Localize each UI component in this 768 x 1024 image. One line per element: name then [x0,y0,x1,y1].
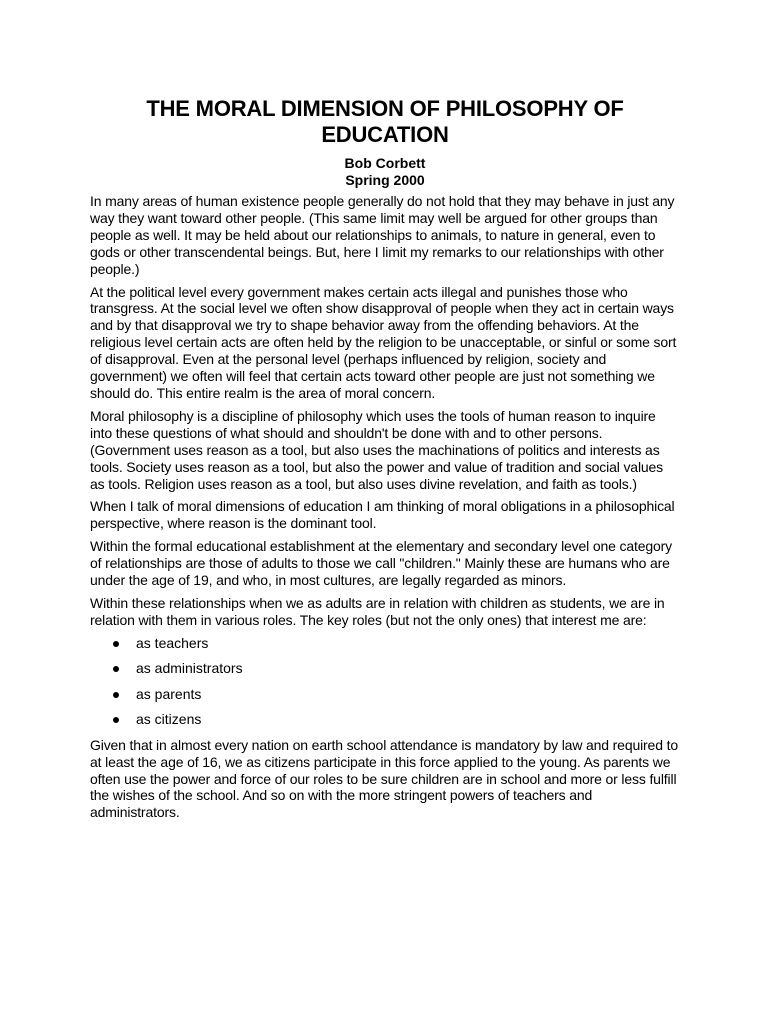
closing-paragraph: Given that in almost every nation on earth school attendance is mandatory by law and required to at least the age of 16, we as citizens participate in this force applied to the young. As parents we often use the power and force of our roles to be sure children are in school and more or less fulfill the wishes of the school. And so on with the more stringent powers of teachers and administrators. [90,736,678,821]
list-item [90,711,680,728]
paragraph: Moral philosophy is a discipline of philosophy which uses the tools of human reason to inquire into these questions of what should and shouldn't be done with and to other persons. (Government uses reason as a tool, but also uses the machinations of politics and interests as tools. Society uses reason as a tool, but also the power and value of tradition and social values as tools. Religion uses reason as a tool, but also uses divine revelation, and faith as tools.) [90,407,664,492]
list-item [90,686,680,703]
bullet-icon [113,666,119,672]
list-item-label: as citizens [136,711,202,728]
author-name: Bob Corbett [344,155,426,171]
paragraph: Within the formal educational establishment at the elementary and secondary level one category of relationships are those of adults to those we call "children." Mainly these are humans who are under the age of 19, and who, in most cultures, are legally regarded as minors. [90,538,673,589]
bullet-icon [113,641,119,647]
bullet-icon [113,692,119,698]
paragraph: When I talk of moral dimensions of education I am thinking of moral obligations in a philosophical perspective, where reason is the dominant tool. [90,498,675,532]
bullet-icon [113,717,119,723]
paragraph: At the political level every government makes certain acts illegal and punishes those who transgress. At the social level we often show disapproval of people when they act in certain ways and by that disapproval we try to shape behavior away from the offending behaviors. At the religious level certain acts are often held by the religion to be unacceptable, or sinful or some sort of disapproval. Even at the personal level (perhaps influenced by religion, society and government) we often will feel that certain acts toward other people are just not something we should do. This entire realm is the area of moral concern. [90,283,677,401]
list-item-label: as administrators [136,660,243,677]
list-item-label: as teachers [136,634,209,651]
list-item [90,635,680,652]
paragraph: In many areas of human existence people generally do not hold that they may behave in just any way they want toward other people. (This same limit may well be argued for other groups than people as well. It may be held about our relationships to animals, to nature in general, even to gods or other transcendental beings. But, here I limit my remarks to our relationships with other people.) [90,193,675,277]
paragraph: Within these relationships when we as adults are in relation with children as students, we are in relation with them in various roles. The key roles (but not the only ones) that interest me are: [90,594,665,628]
document-page [90,96,680,827]
document-title: THE MORAL DIMENSION OF PHILOSOPHY OF EDUCATION [146,96,624,147]
list-item-label: as parents [136,685,202,702]
publication-date: Spring 2000 [345,172,425,188]
roles-list [90,635,680,729]
list-item [90,660,680,677]
byline [90,155,680,189]
document-body [90,193,680,821]
